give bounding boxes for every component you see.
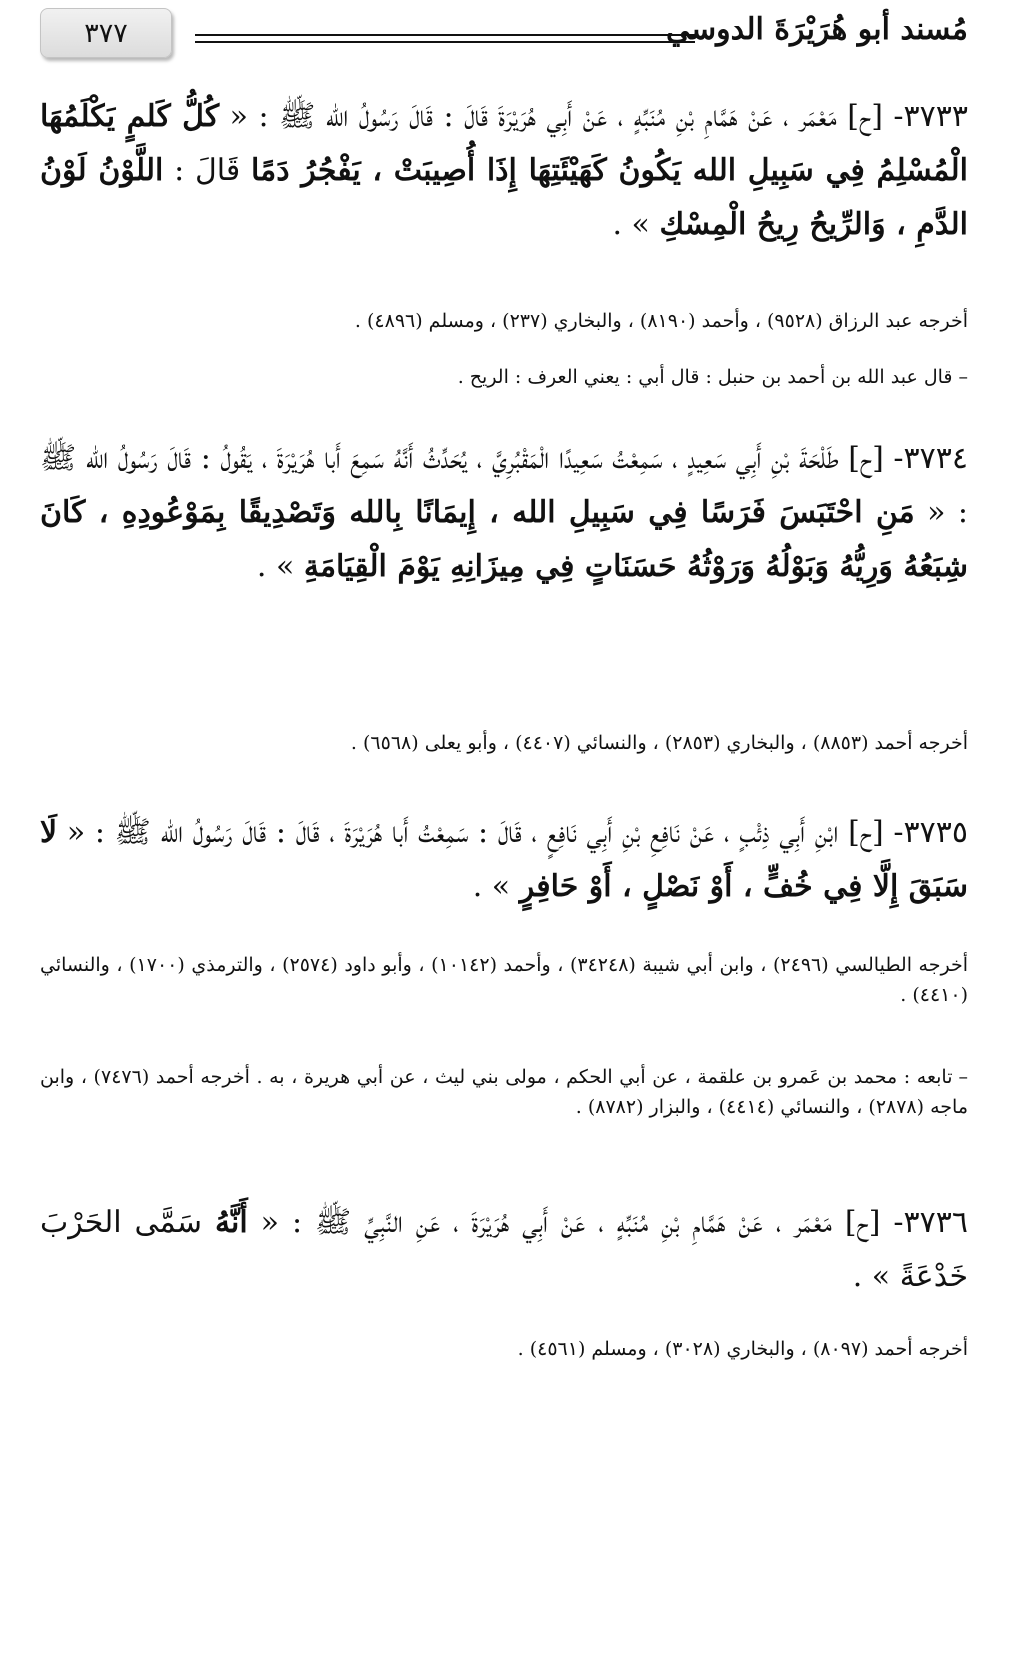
hadith-closing: » . (472, 869, 511, 904)
hadith-number: ٣٧٣٥ (903, 815, 968, 850)
hadith-number: ٣٧٣٤ (903, 441, 968, 476)
hadith-matn: أَنَّهُ (214, 1205, 248, 1240)
hadith-prefix: - [ح] (847, 99, 904, 134)
hadith-connector: قَالَ : (174, 153, 241, 188)
hadith-isnad: مَعْمَر ، عَنْ هَمَّامِ بْنِ مُنَبِّهٍ ، عَنْ أَبِي هُرَيْرَةَ قَالَ : قَالَ رَسُولُ الله ﷺ : « (229, 99, 837, 134)
hadith-closing: » . (852, 1259, 891, 1294)
note-text: تابعه : محمد بن عَمرو بن علقمة ، عن أبي الحكم ، مولى بني ليث ، عن أبي هريرة ، به . أخرجه أحمد (٧٤٧٦) ، وابن ماجه (٢٨٧٨) ، والنسائي (٤٤١٤) ، والبزار (٨٧٨٢) . (40, 1066, 968, 1118)
hadith-matn-continued: اللَّوْنُ لَوْنُ الدَّمِ ، وَالرِّيحُ رِيحُ الْمِسْكِ (40, 153, 968, 242)
page-number-badge (40, 8, 172, 58)
hadith-prefix: - [ح] (844, 1205, 904, 1240)
hadith-3735 (40, 806, 968, 914)
hadith-number: ٣٧٣٦ (903, 1205, 968, 1240)
hadith-matn: كُلُّ كَلمٍ يَكْلَمُهَا الْمُسْلِمُ فِي سَبِيلِ الله يَكُونُ كَهَيْئَتِهَا إِذَا أُصِيبَتْ ، يَفْجُرُ دَمًا (40, 99, 968, 188)
running-title: مُسند أبو هُرَيْرَةَ الدوسي (666, 12, 968, 47)
page-number: ٣٧٧ (84, 17, 128, 49)
hadith-3733 (40, 90, 968, 252)
note-3733: –قال عبد الله بن أحمد بن حنبل : قال أبي : يعني العرف : الريح . (457, 366, 968, 388)
hadith-isnad: مَعْمَر ، عَنْ هَمَّامِ بْنِ مُنَبِّهٍ ، عَنْ أَبِي هُرَيْرَةَ ، عَنِ النَّبِيِّ ﷺ : « (260, 1205, 832, 1240)
takhrij-3736: أخرجه أحمد (٨٠٩٧) ، والبخاري (٣٠٢٨) ، ومسلم (٤٥٦١) . (517, 1338, 968, 1360)
hadith-isnad: طَلْحَةَ بْنِ أَبِي سَعِيدٍ ، سَمِعْتُ سَعِيدًا الْمَقْبُرِيَّ ، يُحَدِّثُ أَنَّهُ سَمِعَ أَبا هُرَيْرَةَ ، يَقُولُ : قَالَ رَسُولُ الله ﷺ : « (40, 441, 968, 530)
hadith-matn: لَا سَبَقَ إِلَّا فِي خُفٍّ ، أَوْ نَصْلٍ ، أَوْ حَافِرٍ (40, 815, 968, 904)
hadith-prefix: - [ح] (848, 441, 904, 476)
hadith-closing: » . (612, 207, 650, 242)
hadith-isnad: ابْنِ أَبِي ذِئْبٍ ، عَنْ نَافِعِ بْنِ أَبِي نَافِعٍ ، قَالَ : سَمِعْتُ أَبا هُرَيْرَةَ ، قَالَ : قَالَ رَسُولُ الله ﷺ : « (66, 815, 839, 850)
hadith-prefix: - [ح] (848, 815, 904, 850)
note-3735: –تابعه : محمد بن عَمرو بن علقمة ، عن أبي الحكم ، مولى بني ليث ، عن أبي هريرة ، به . أخرجه أحمد (٧٤٧٦) ، وابن ماجه (٢٨٧٨) ، والنسائي (٤٤١٤) ، والبزار (٨٧٨٢) . (40, 1066, 968, 1118)
hadith-number: ٣٧٣٣ (903, 99, 968, 134)
takhrij-3735: أخرجه الطيالسي (٢٤٩٦) ، وابن أبي شيبة (٣٤٢٤٨) ، وأحمد (١٠١٤٢) ، وأبو داود (٢٥٧٤) ، والترمذي (١٧٠٠) ، والنسائي (٤٤١٠) . (40, 954, 968, 1006)
header-rule-top (195, 34, 695, 36)
hadith-closing: » . (256, 549, 295, 584)
takhrij-3734: أخرجه أحمد (٨٨٥٣) ، والبخاري (٢٨٥٣) ، والنسائي (٤٤٠٧) ، وأبو يعلى (٦٥٦٨) . (350, 732, 968, 754)
hadith-3734 (40, 432, 968, 594)
hadith-matn-continued: سَمَّى الحَرْبَ خَدْعَةً (40, 1205, 968, 1294)
note-text: قال عبد الله بن أحمد بن حنبل : قال أبي : يعني العرف : الريح . (457, 366, 953, 388)
takhrij-3733: أخرجه عبد الرزاق (٩٥٢٨) ، وأحمد (٨١٩٠) ، والبخاري (٢٣٧) ، ومسلم (٤٨٩٦) . (354, 310, 968, 332)
header-rule-bottom (195, 41, 695, 43)
hadith-3736 (40, 1196, 968, 1304)
hadith-matn: مَنِ احْتَبَسَ فَرَسًا فِي سَبِيلِ الله ، إِيمَانًا بِالله وَتَصْدِيقًا بِمَوْعُودِهِ ، كَانَ شِبَعُهُ وَرِيُّهُ وَبَوْلُهُ وَرَوْثُهُ حَسَنَاتٍ فِي مِيزَانِهِ يَوْمَ الْقِيَامَةِ (40, 495, 968, 584)
